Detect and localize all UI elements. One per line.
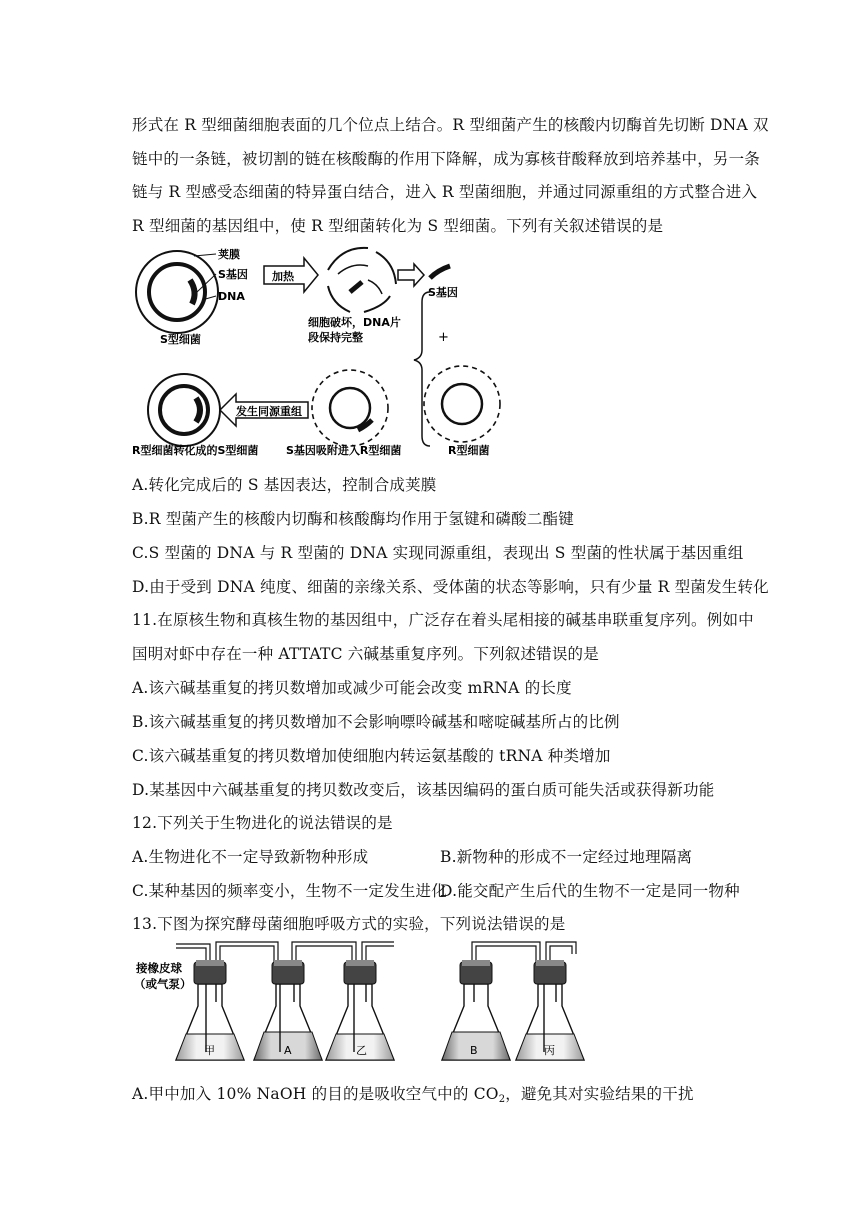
s-gene-fragment [430,266,450,278]
r-bacterium [424,366,500,442]
broken-caption-2: 段保持完整 [308,331,363,344]
transformed-bacterium [148,374,220,446]
transformed-label: R型细菌转化成的S型细菌 [132,444,259,457]
q10-option-d: D.由于受到 DNA 纯度、细菌的亲缘关系、受体菌的状态等影响，只有少量 R 型菌发生转化 [132,578,769,596]
respiration-apparatus [132,936,592,1068]
flask-yi-label: 乙 [356,1044,367,1057]
heat-label: 加热 [272,270,294,283]
q10-option-c: C.S 型菌的 DNA 与 R 型菌的 DNA 实现同源重组，表现出 S 型菌的性状属于基因重组 [132,544,744,562]
flask-jia-label: 甲 [204,1044,215,1057]
q12-option-b: B.新物种的形成不一定经过地理隔离 [440,848,693,866]
broken-cell [328,248,396,312]
paragraph-line: 链中的一条链，被切割的链在核酸酶的作用下降解，成为寡核苷酸释放到培养基中，另一条 [132,150,761,168]
transformation-diagram [132,240,512,462]
q11-stem-2: 国明对虾中存在一种 ATTATC 六碱基重复序列。下列叙述错误的是 [132,645,599,663]
q11-option-b: B.该六碱基重复的拷贝数增加不会影响嘌呤碱基和嘧啶碱基所占的比例 [132,713,620,731]
pump-label-1: 接橡皮球 [136,961,182,975]
adsorbed-r-bacterium [312,370,388,446]
s-gene-fragment-label: S基因 [428,286,458,299]
broken-caption-1: 细胞破坏，DNA片 [308,316,401,329]
dna-label: DNA [218,290,245,303]
recomb-label: 发生同源重组 [236,405,302,418]
adsorb-label: S基因吸附进入R型细菌 [286,444,402,457]
q13-option-a-suffix: ，避免其对实验结果的干扰 [505,1085,694,1103]
paragraph-line: 链与 R 型感受态细菌的特异蛋白结合，进入 R 型菌细胞，并通过同源重组的方式整合进入 [132,183,758,201]
capsule-label: 荚膜 [218,248,240,261]
paragraph-line: 形式在 R 型细菌细胞表面的几个位点上结合。R 型细菌产生的核酸内切酶首先切断 DNA 双 [132,116,769,134]
q12-option-a: A.生物进化不一定导致新物种形成 [132,848,369,866]
plus-sign: + [438,330,449,345]
q11-option-c: C.该六碱基重复的拷贝数增加使细胞内转运氨基酸的 tRNA 种类增加 [132,747,611,765]
combine-brace [414,292,430,446]
q10-option-b: B.R 型菌产生的核酸内切酶和核酸酶均作用于氢键和磷酸二酯键 [132,510,574,528]
q13-stem: 13.下图为探究酵母菌细胞呼吸方式的实验，下列说法错误的是 [132,915,566,933]
q11-option-a: A.该六碱基重复的拷贝数增加或减少可能会改变 mRNA 的长度 [132,679,572,697]
q12-option-c: C.某种基因的频率变小，生物不一定发生进化 [132,882,447,900]
q11-option-d: D.某基因中六碱基重复的拷贝数改变后，该基因编码的蛋白质可能失活或获得新功能 [132,781,715,799]
pump-label-2: （或气泵） [134,977,192,991]
r-bacteria-label: R型细菌 [448,444,490,457]
s-bacterium [136,251,218,333]
q11-stem-1: 11.在原核生物和真核生物的基因组中，广泛存在着头尾相接的碱基串联重复序列。例如中 [132,611,754,629]
connecting-tubes [176,942,576,962]
q13-option-a [132,1082,694,1105]
release-arrow [398,264,424,286]
flask-a-label: A [284,1044,292,1057]
co2-subscript: 2 [498,1094,506,1105]
q12-option-d: D.能交配产生后代的生物不一定是同一物种 [440,882,740,900]
q13-option-a-text: A.甲中加入 10% NaOH 的目的是吸收空气中的 CO [132,1085,499,1103]
paragraph-line: R 型细菌的基因组中，使 R 型细菌转化为 S 型细菌。下列有关叙述错误的是 [132,217,664,235]
s-gene-label: S基因 [218,268,248,281]
q12-stem: 12.下列关于生物进化的说法错误的是 [132,814,393,832]
flask-bing-label: 丙 [544,1044,555,1057]
flask-b-label: B [470,1044,478,1057]
q10-option-a: A.转化完成后的 S 基因表达，控制合成荚膜 [132,476,437,494]
s-bacteria-label: S型细菌 [160,333,201,346]
